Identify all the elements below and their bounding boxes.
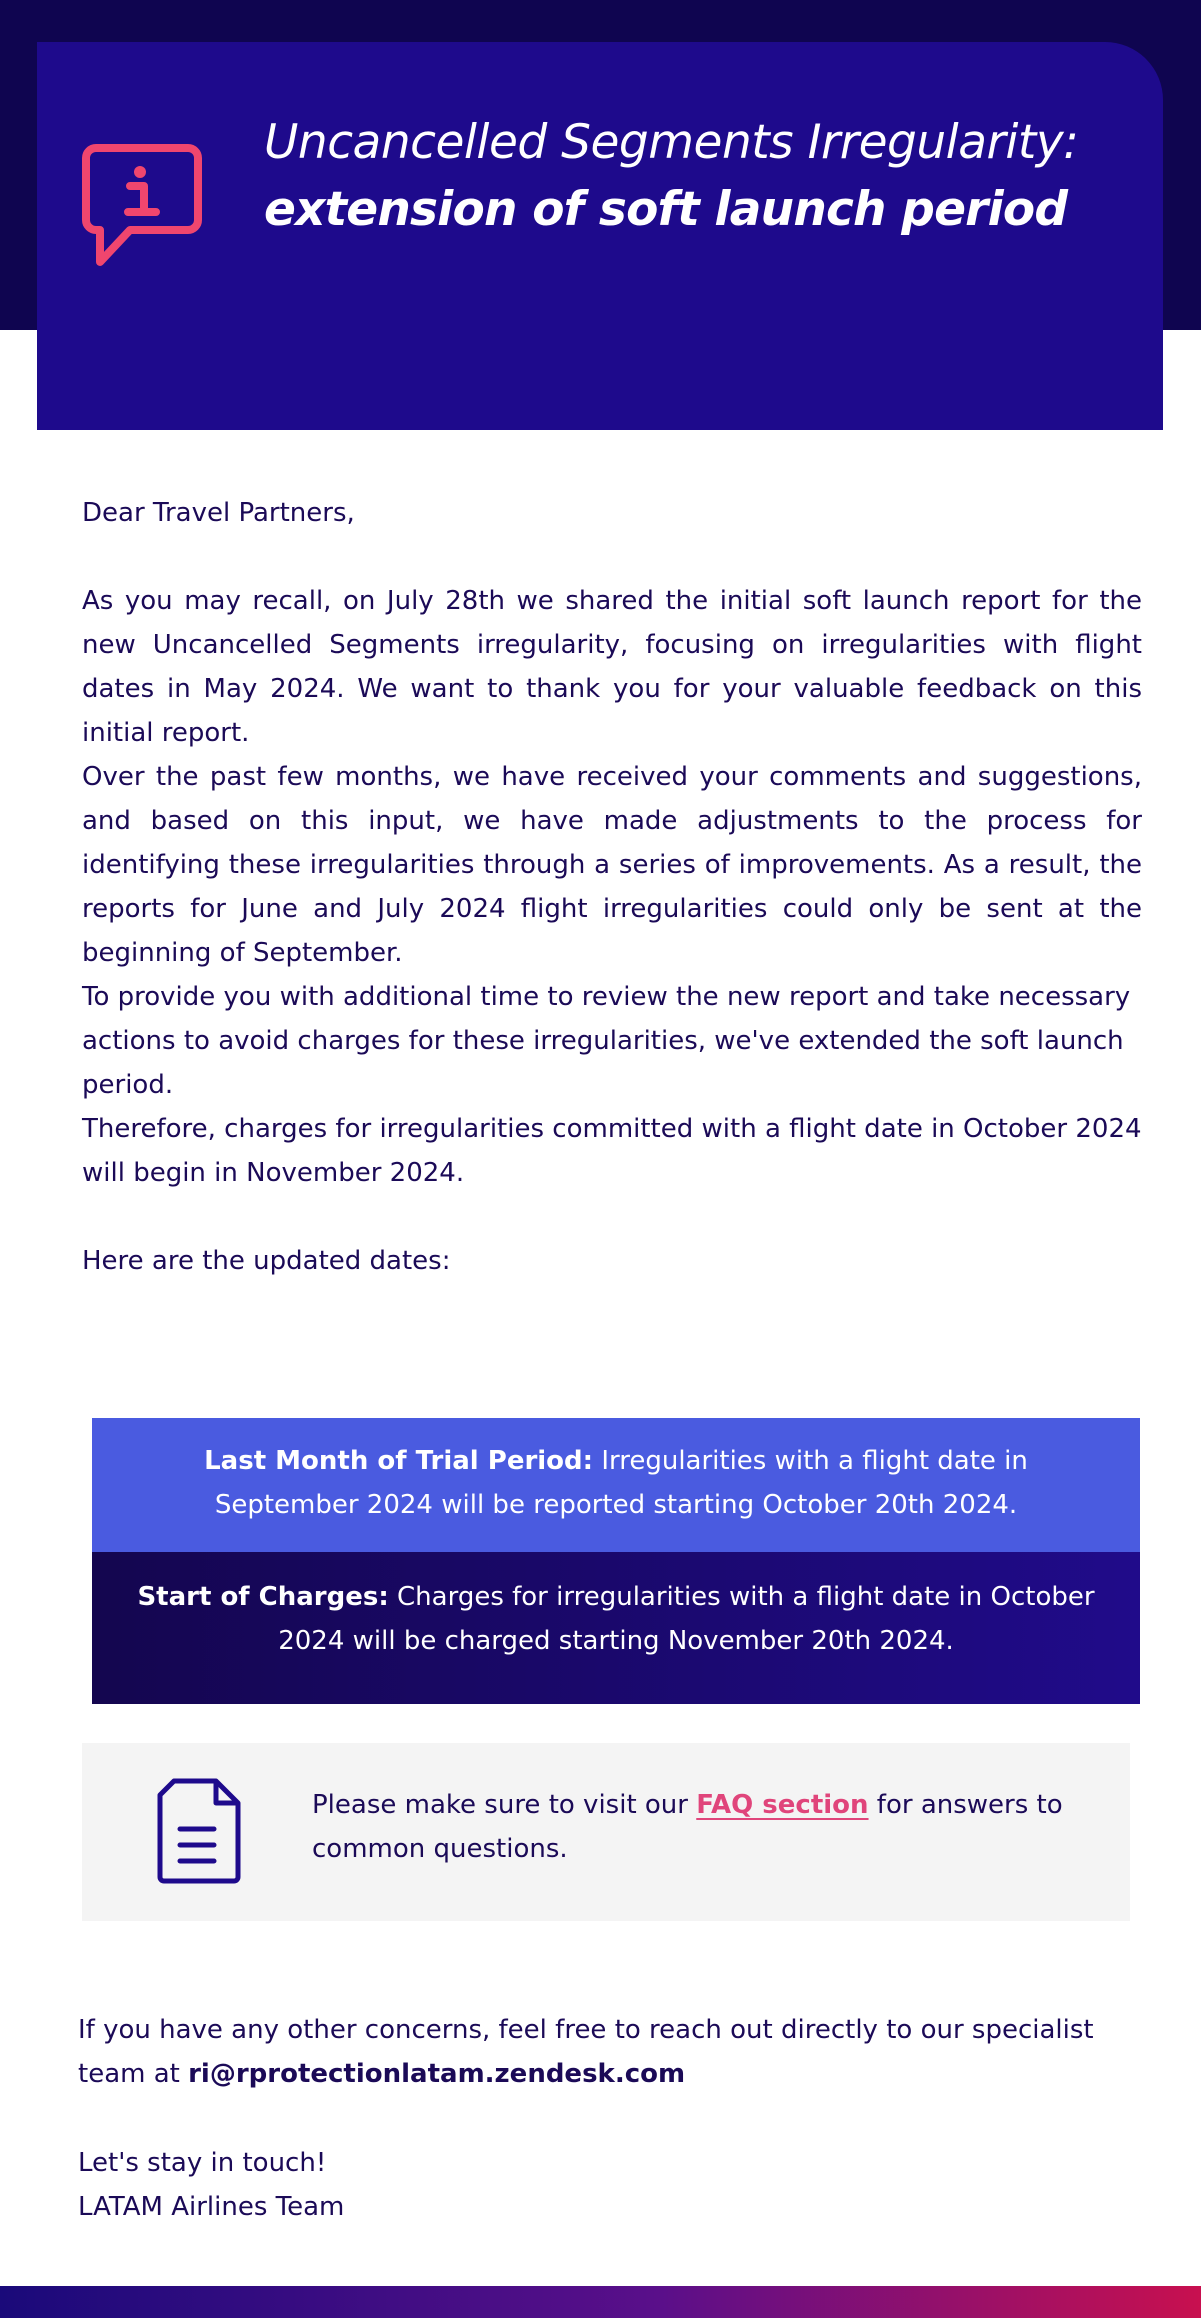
paragraph-5: Here are the updated dates: bbox=[82, 1246, 451, 1276]
faq-message bbox=[312, 1783, 1072, 1871]
footer-gradient-bar bbox=[0, 2286, 1201, 2318]
faq-section-link[interactable]: FAQ section bbox=[696, 1790, 869, 1820]
trial-period-label: Last Month of Trial Period: bbox=[204, 1446, 594, 1476]
paragraph-2: Over the past few months, we have received your comments and suggestions, and based on this input, we have made adjustments to the process for identifying these irregularities through a series of improvements. As a result, the reports for June and July 2024 flight irregularities could only be sent at the beginning of September. bbox=[82, 762, 1142, 968]
document-icon bbox=[154, 1775, 244, 1887]
faq-text-before: Please make sure to visit our bbox=[312, 1790, 697, 1820]
info-speech-bubble-icon bbox=[70, 140, 220, 280]
paragraph-1: As you may recall, on July 28th we shared the initial soft launch report for the new Uncancelled Segments irregularity, focusing on irregularities with flight dates in May 2024. We want to thank you for your valuable feedback on this initial report. bbox=[82, 586, 1142, 748]
contact-text: If you have any other concerns, feel free to reach out directly to our specialist team at bbox=[78, 2015, 1094, 2089]
updated-dates-box bbox=[92, 1418, 1140, 1704]
paragraph-3: To provide you with additional time to review the new report and take necessary actions to avoid charges for these irregularities, we've extended the soft launch period. bbox=[82, 982, 1131, 1100]
start-of-charges-label: Start of Charges: bbox=[137, 1582, 389, 1612]
faq-callout bbox=[82, 1743, 1130, 1921]
trial-period-text: Irregularities with a flight date in September 2024 will be reported starting October 20th 2024. bbox=[214, 1446, 1028, 1520]
paragraph-4: Therefore, charges for irregularities committed with a flight date in October 2024 will begin in November 2024. bbox=[82, 1114, 1142, 1188]
start-of-charges-row bbox=[92, 1552, 1140, 1704]
signoff-line1: Let's stay in touch! bbox=[78, 2148, 327, 2178]
signoff bbox=[78, 2141, 678, 2229]
header-title-line1: Uncancelled Segments Irregularity: bbox=[264, 115, 1079, 170]
trial-period-row bbox=[92, 1418, 1140, 1552]
signoff-team: LATAM Airlines Team bbox=[78, 2192, 345, 2222]
contact-email[interactable]: ri@rprotectionlatam.zendesk.com bbox=[188, 2059, 686, 2089]
contact-paragraph bbox=[78, 2008, 1138, 2096]
greeting: Dear Travel Partners, bbox=[82, 498, 355, 528]
faq-text-after: for answers to common questions. bbox=[312, 1790, 1063, 1864]
header-title-line2: extension of soft launch period bbox=[264, 182, 1068, 237]
start-of-charges-text: Charges for irregularities with a flight date in October 2024 will be charged starting November 20th 2024. bbox=[278, 1582, 1095, 1656]
